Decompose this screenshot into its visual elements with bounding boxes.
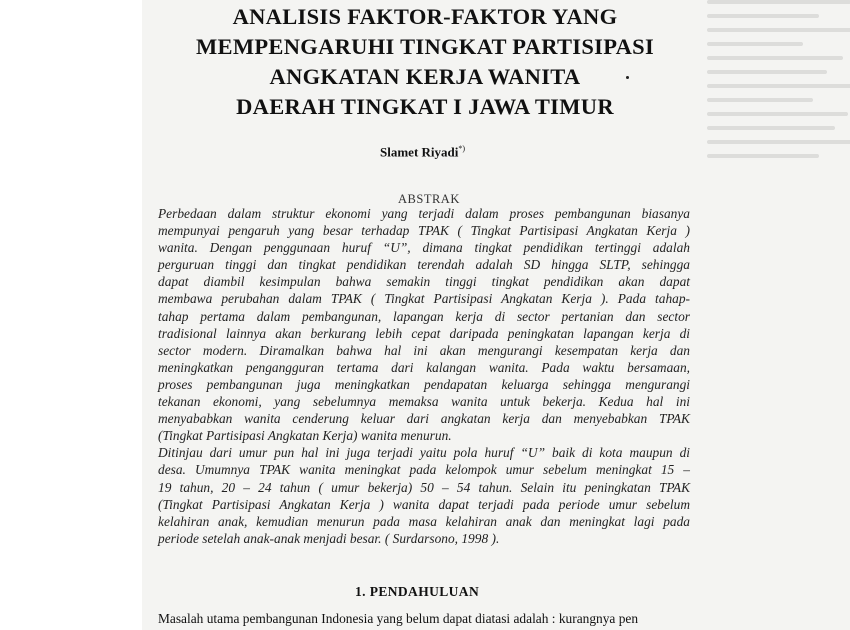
abstract-line: kelahiran anak, kemudian menurun pada masa kelahiran anak dan meningkat lagi pada [158, 513, 690, 529]
paper-title [160, 2, 690, 122]
body-text-first-line: Masalah utama pembangunan Indonesia yang belum dapat diatasi adalah : kurangnya pen [158, 611, 639, 626]
abstract-line: periode setelah anak-anak menjadi besar. ( Surdarsono, 1998 ). [158, 530, 500, 546]
section-heading: 1. PENDAHULUAN [355, 584, 480, 599]
abstract-line: sector modern. Diramalkan bahwa hal ini akan mengurangi kesempatan kerja dan [158, 342, 690, 358]
abstract-body [158, 205, 690, 547]
abstract-line: (Tingkat Partisipasi Angkatan Kerja) wanita menurun. [158, 428, 452, 444]
title-line: DAERAH TINGKAT I JAWA TIMUR [236, 94, 614, 119]
abstract-line: perguruan tinggi dan tingkat pendidikan terendah adalah SD hingga SLTP, sehingga [158, 257, 690, 273]
abstract-line: Perbedaan dalam struktur ekonomi yang terjadi dalam proses pembangunan biasanya [158, 206, 690, 221]
margin-gutter [0, 0, 142, 630]
abstract-line: menyababkan wanita cenderung keluar dari angkatan kerja dan menyebabkan TPAK [158, 411, 690, 427]
abstract-line: tradisional lainnya akan berkurang lebih cepat daripada peningkatan lapangan kerja di [158, 325, 690, 341]
author-footnote-mark: *) [458, 144, 466, 153]
abstract-line: desa. Umumnya TPAK wanita meningkat pada kelompok umur sebelum meningkat 15 – [158, 462, 690, 478]
author-name [380, 144, 465, 160]
abstract-heading: ABSTRAK [398, 192, 460, 206]
title-line: MEMPENGARUHI TINGKAT PARTISIPASI [195, 34, 655, 59]
abstract-line: (Tingkat Partisipasi Angkatan Kerja ) wanita dapat terjadi pada periode umur sebelum [158, 496, 690, 512]
abstract-line: Ditinjau dari umur pun hal ini juga terjadi yaitu pola huruf “U” baik di kota maupun di [158, 445, 690, 461]
title-line: ANGKATAN KERJA WANITA [269, 64, 581, 89]
abstract-line: proses pembangunan juga meningkatkan pendapatan keluarga sehingga mengurangi [158, 376, 690, 392]
abstract-line: mempunyai pengaruh yang besar terhadap TPAK ( Tingkat Partisipasi Angkatan Kerja ) [158, 223, 690, 239]
abstract-line: meningkatkan pengangguran tertama dari kalangan wanita. Pada waktu bersamaan, [158, 359, 690, 375]
author-name-text: Slamet Riyadi [380, 144, 459, 160]
title-line: ANALISIS FAKTOR-FAKTOR YANG [232, 4, 618, 29]
abstract-line: tahap pertama dalam pembangunan, lapangan kerja di sector pertanian dan sector [158, 308, 690, 324]
bleed-through [707, 0, 850, 630]
stray-mark [626, 76, 629, 79]
abstract-line: wanita. Dengan penggunaan huruf “U”, dimana tingkat pendidikan tertinggi adalah [158, 240, 690, 256]
abstract-line: 19 tahun, 20 – 24 tahun ( umur bekerja) 50 – 54 tahun. Selain itu peningkatan TPAK [158, 479, 690, 495]
abstract-line: dapat diambil kesimpulan bahwa semakin tinggi tingkat pendidikan akan dapat [158, 274, 690, 290]
abstract-line: tekanan ekonomi, yang sebelumnya memaksa wanita untuk bekerja. Kedua hal ini [158, 394, 690, 410]
abstract-line: membawa perubahan dalam TPAK ( Tingkat Partisipasi Angkatan Kerja ). Pada tahap- [158, 291, 690, 307]
